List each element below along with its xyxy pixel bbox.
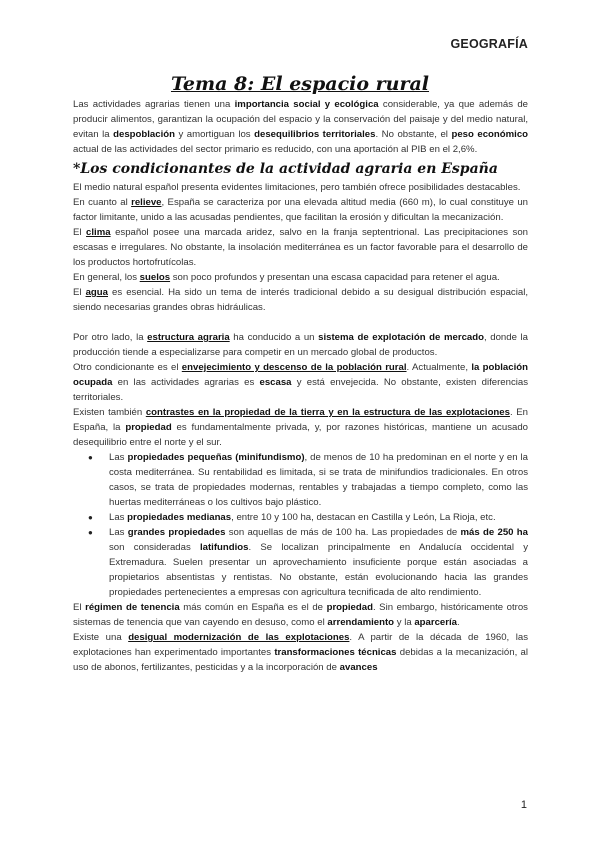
- keyword-clima: clima: [86, 227, 111, 238]
- keyword-relieve: relieve: [131, 197, 162, 208]
- paragraph-envejecimiento: Otro condicionante es el envejecimiento y descenso de la población rural. Actualmente, la población ocupada en las actividades agrarias es escasa y está envejecida. No obstante, existen diferencias territoriales.: [73, 362, 529, 403]
- keyword-modernizacion: desigual modernización de las explotaciones: [128, 632, 350, 643]
- keyword-agua: agua: [85, 287, 108, 298]
- page-title: Tema 8: El espacio rural: [170, 73, 430, 95]
- page-number: 1: [520, 799, 527, 811]
- keyword-contrastes: contrastes en la propiedad de la tierra y en la estructura de las explotaciones: [145, 407, 510, 418]
- paragraph-estructura: Por otro lado, la estructura agraria ha conducido a un sistema de explotación de mercado, donde la producción tiende a especializarse para competir en un mercado global de productos.: [73, 332, 528, 358]
- paragraph-relieve: En cuanto al relieve, España se caracteriza por una elevada altitud media (660 m), lo cual constituye un factor limitante, unido a las acusadas pendientes, que facilitan la erosión y dificultan la mecanización.: [73, 197, 528, 223]
- paragraph-regimen: El régimen de tenencia más común en España es el de propiedad. Sin embargo, históricamente otros sistemas de tenencia que van cayendo en desuso, como el arrendamiento y la aparcería.: [73, 602, 528, 628]
- intro-paragraph: Las actividades agrarias tienen una importancia social y ecológica considerable, ya que además de producir alimentos, garantizan la ocupación del espacio y la conservación del paisaje y del medio natural, evitan la despoblación y amortiguan los desequilibrios territoriales. No obstante, el peso económico actual de las actividades del sector primario es reducido, con una aportación al PIB en el 2,6%.: [73, 99, 529, 155]
- document-body: [73, 97, 528, 675]
- paragraph-modernizacion: Existe una desigual modernización de las explotaciones. A partir de la década de 1960, las explotaciones han experimentado importantes transformaciones técnicas debidas a la mecanización, al uso de abonos, fertilizantes, pesticidas y a la incorporación de avances: [73, 632, 528, 673]
- paragraph-medio: El medio natural español presenta evidentes limitaciones, pero también ofrece posibilidades destacables.: [73, 182, 521, 193]
- paragraph-clima: El clima español posee una marcada aridez, salvo en la franja septentrional. Las precipitaciones son escasas e irregulares. No obstante, la insolación mediterránea es un factor favorable para el desarrollo de los productos hortofrutícolas.: [73, 227, 528, 268]
- section-heading-condicionantes: *Los condicionantes de la actividad agraria en España: [73, 161, 498, 177]
- paragraph-contrastes: Existen también contrastes en la propiedad de la tierra y en la estructura de las explotaciones. En España, la propiedad es fundamentalmente privada, y, por razones históricas, mantiene un acusado desequilibrio entre el norte y el sur.: [73, 407, 528, 448]
- keyword-suelos: suelos: [139, 272, 171, 283]
- list-item: ● Las grandes propiedades son aquellas de más de 100 ha. Las propiedades de más de 250 ha son consideradas latifundios. Se localizan principalmente en Andalucía occidental y Extremadura. Suelen presentar un aprovechamiento insuficiente porque están asociadas a propietarios absentistas y rentistas. No obstante, están evolucionando hacia las grandes propiedades pertenecientes a empresas con agricultura tecnificada de alto rendimiento.: [109, 525, 528, 600]
- list-item: ● Las propiedades pequeñas (minifundismo), de menos de 10 ha predominan en el norte y en la costa mediterránea. Su rentabilidad es limitada, si se trata de minifundios tradicionales. En otros casos, se trata de propiedades modernas, rentables y trabajadas a tiempo completo, como las huertas mediterráneas o los cultivos bajo plástico.: [109, 450, 528, 510]
- keyword-envejecimiento: envejecimiento y descenso de la población rural: [181, 362, 407, 373]
- paragraph-suelos: En general, los suelos son poco profundos y presentan una escasa capacidad para retener el agua.: [73, 272, 500, 283]
- paragraph-agua: El agua es esencial. Ha sido un tema de interés tradicional debido a su desigual distribución espacial, siendo necesarias grandes obras hidráulicas.: [73, 287, 528, 313]
- subject-header: GEOGRAFÍA: [450, 37, 528, 51]
- list-item: ● Las propiedades medianas, entre 10 y 100 ha, destacan en Castilla y León, La Rioja, etc.: [109, 510, 528, 525]
- keyword-estructura-agraria: estructura agraria: [147, 332, 230, 343]
- property-size-list: [73, 450, 528, 600]
